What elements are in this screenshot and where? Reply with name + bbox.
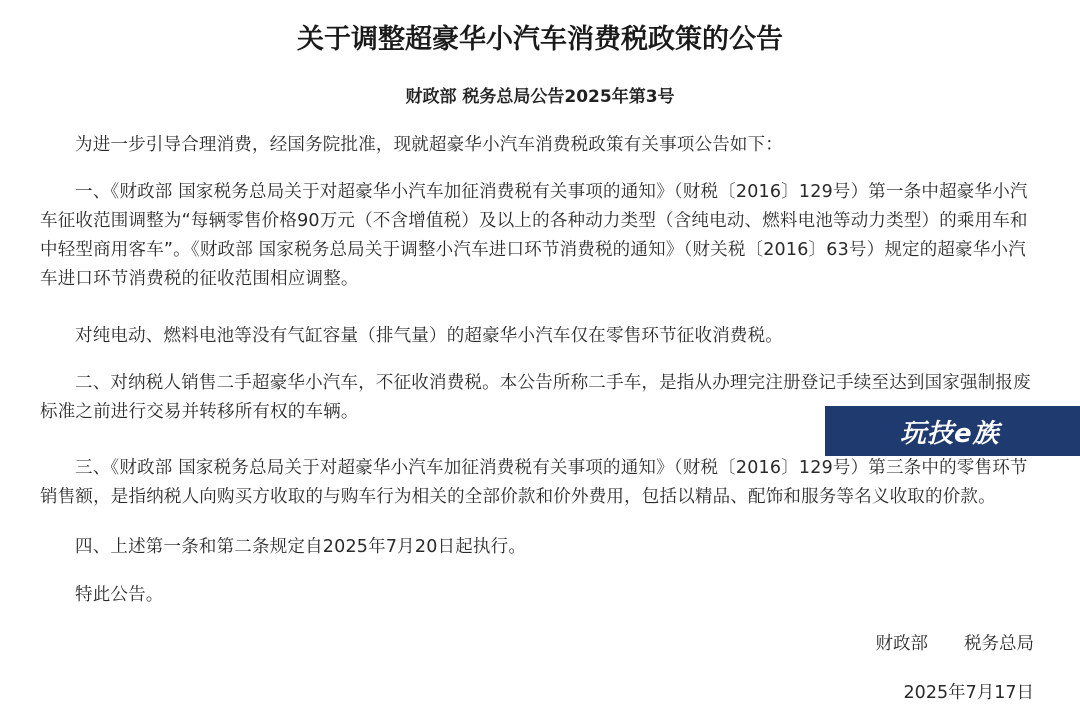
paragraph-closing: 特此公告。 xyxy=(75,585,164,605)
watermark-text: 玩技e族 xyxy=(900,418,1000,449)
signature-date: 2025年7月17日 xyxy=(903,683,1034,703)
document-title: 关于调整超豪华小汽车消费税政策的公告 xyxy=(297,24,783,55)
signature-orgs xyxy=(876,630,1035,659)
paragraph-item-1-supplement: 对纯电动、燃料电池等没有气缸容量（排气量）的超豪华小汽车仅在零售环节征收消费税。 xyxy=(75,326,783,346)
paragraph-item-1: 一、《财政部 国家税务总局关于对超豪华小汽车加征消费税有关事项的通知》（财税〔2016〕129号）第一条中超豪华小汽车征收范围调整为“每辆零售价格90万元（不含增值税）及以上的各种动力类型（含纯电动、燃料电池等动力类型）的乘用车和中轻型商用客车”。《财政部 国家税务总局关于调整小汽车进口环节消费税的通知》（财关税〔2016〕63号）规定的超豪华小汽车进口环节消费税的征收范围相应调整。 xyxy=(40,182,1028,289)
paragraph-item-3: 三、《财政部 国家税务总局关于对超豪华小汽车加征消费税有关事项的通知》（财税〔2016〕129号）第三条中的零售环节销售额，是指纳税人向购买方收取的与购车行为相关的全部价款和价外费用，包括以精品、配饰和服务等名义收取的价款。 xyxy=(40,458,1028,507)
paragraph-intro: 为进一步引导合理消费，经国务院批准，现就超豪华小汽车消费税政策有关事项公告如下： xyxy=(75,135,783,155)
watermark-badge xyxy=(825,406,1080,456)
document-number: 财政部 税务总局公告2025年第3号 xyxy=(405,87,675,107)
paragraph-item-4: 四、上述第一条和第二条规定自2025年7月20日起执行。 xyxy=(75,537,527,557)
signature-org-tax-bureau: 税务总局 xyxy=(964,634,1034,654)
signature-org-ministry: 财政部 xyxy=(875,634,928,654)
paragraph-item-2: 二、对纳税人销售二手超豪华小汽车，不征收消费税。本公告所称二手车，是指从办理完注册登记手续至达到国家强制报废标准之前进行交易并转移所有权的车辆。 xyxy=(40,373,1031,422)
